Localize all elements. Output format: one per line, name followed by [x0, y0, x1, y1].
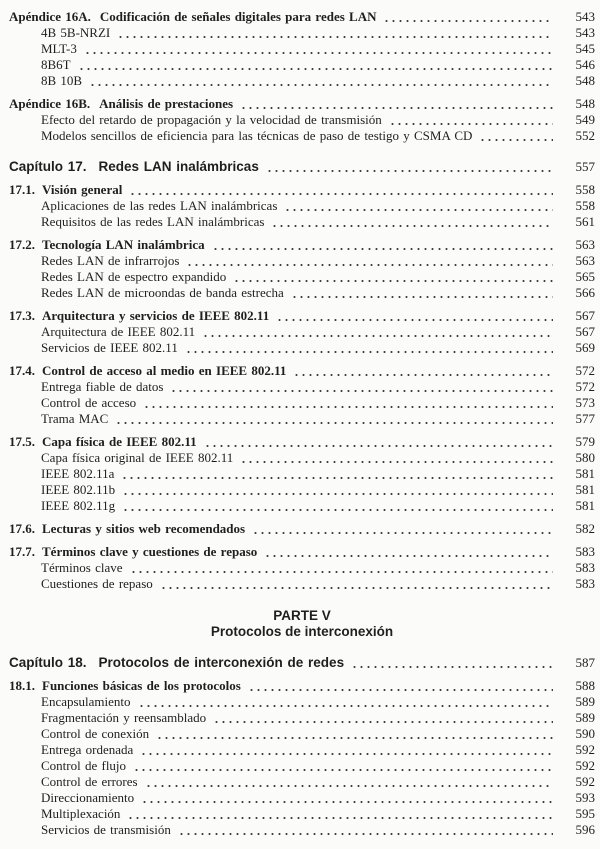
toc-entry	[9, 544, 595, 560]
toc-entry	[9, 395, 595, 411]
entry-title: Términos clave	[41, 560, 123, 575]
entry-label: 17.7.	[9, 544, 35, 559]
toc-entry	[9, 237, 595, 253]
part-title-line: Protocolos de interconexión	[210, 624, 394, 639]
toc-entry	[9, 214, 595, 230]
entry-title: Lecturas y sitios web recomendados	[42, 521, 246, 536]
dot-leader	[143, 399, 553, 411]
page-number: 592	[575, 742, 595, 757]
entry-title: Redes LAN de microondas de banda estrecha	[41, 285, 284, 300]
dot-leader	[383, 13, 553, 25]
toc-entry	[9, 758, 595, 774]
page-number: 546	[575, 57, 595, 72]
entry-label: 17.1.	[9, 182, 35, 197]
toc-entry	[9, 9, 595, 25]
entry-title: Fragmentación y reensamblado	[41, 710, 207, 725]
page-number: 583	[575, 544, 595, 559]
page-number: 567	[575, 324, 595, 339]
toc-entry	[9, 112, 595, 128]
page-number: 543	[575, 25, 595, 40]
toc-entry	[9, 560, 595, 576]
entry-label: Capítulo 17.	[9, 159, 87, 174]
entry-title: 8B6T	[41, 57, 71, 72]
entry-label: 17.4.	[9, 363, 35, 378]
entry-title: Aplicaciones de las redes LAN inalámbricas	[41, 198, 278, 213]
dot-leader	[293, 367, 553, 379]
dot-leader	[479, 132, 553, 144]
dot-leader	[115, 415, 553, 427]
dot-leader	[122, 486, 553, 498]
dot-leader	[212, 241, 553, 253]
entry-title: Requisitos de las redes LAN inalámbricas	[41, 214, 265, 229]
entry-title: IEEE 802.11g	[41, 498, 116, 513]
toc-entry	[9, 198, 595, 214]
entry-label: 17.3.	[9, 308, 35, 323]
page-number: 592	[575, 774, 595, 789]
entry-title: Codificación de señales digitales para redes LAN	[99, 9, 377, 24]
entry-title: IEEE 802.11b	[41, 482, 116, 497]
entry-title: Tecnología LAN inalámbrica	[42, 237, 205, 252]
page-number: 590	[575, 726, 595, 741]
page-number: 581	[575, 498, 595, 513]
page-number: 563	[575, 253, 595, 268]
dot-leader	[351, 659, 553, 671]
entry-title: 4B 5B-NRZI	[41, 25, 111, 40]
page-number: 566	[575, 285, 595, 300]
toc-entry	[9, 128, 595, 144]
dot-leader	[266, 163, 553, 175]
page-number: 580	[575, 450, 595, 465]
entry-title: Trama MAC	[41, 411, 109, 426]
toc-entry	[9, 73, 595, 89]
dot-leader	[133, 762, 553, 774]
page-number: 558	[575, 182, 595, 197]
dot-leader	[185, 344, 553, 356]
dot-leader	[204, 438, 553, 450]
entry-title: Análisis de prestaciones	[99, 96, 234, 111]
dot-leader	[130, 564, 554, 576]
page-number: 588	[575, 678, 595, 693]
entry-title: Entrega ordenada	[41, 742, 134, 757]
dot-leader	[271, 218, 553, 230]
page-number: 549	[575, 112, 595, 127]
entry-title: Arquitectura de IEEE 802.11	[41, 324, 196, 339]
entry-title: Modelos sencillos de eficiencia para las técnicas de paso de testigo y CSMA CD	[41, 128, 473, 143]
dot-leader	[84, 45, 553, 57]
toc-entry	[9, 363, 595, 379]
toc-entry	[9, 182, 595, 198]
dot-leader	[89, 77, 553, 89]
toc-entry	[9, 253, 595, 269]
dot-leader	[78, 61, 553, 73]
entry-title: MLT-3	[41, 41, 77, 56]
entry-title: Control de acceso	[41, 395, 137, 410]
entry-title: Redes LAN inalámbricas	[98, 159, 259, 174]
part-title-line: PARTE V	[273, 608, 331, 623]
page-number: 548	[575, 73, 595, 88]
part-divider	[9, 608, 595, 640]
dot-leader	[284, 202, 553, 214]
toc-entry	[9, 57, 595, 73]
page-number: 581	[575, 466, 595, 481]
toc-entry	[9, 41, 595, 57]
dot-leader	[389, 116, 553, 128]
page-number: 561	[575, 214, 595, 229]
page-number: 545	[575, 41, 595, 56]
dot-leader	[127, 810, 553, 822]
dot-leader	[138, 698, 553, 710]
toc-entry	[9, 822, 595, 838]
toc-entry	[9, 726, 595, 742]
toc-entry	[9, 324, 595, 340]
toc-entry	[9, 521, 595, 537]
entry-title: Capa física original de IEEE 802.11	[41, 450, 234, 465]
dot-leader	[122, 502, 553, 514]
dot-leader	[240, 454, 553, 466]
dot-leader	[252, 525, 553, 537]
toc-entry	[9, 742, 595, 758]
entry-label: Apéndice 16A.	[9, 9, 91, 24]
dot-leader	[160, 580, 553, 592]
entry-title: Efecto del retardo de propagación y la velocidad de transmisión	[41, 112, 382, 127]
page-number: 558	[575, 198, 595, 213]
dot-leader	[276, 312, 553, 324]
toc-entry	[9, 25, 595, 41]
toc-entry	[9, 466, 595, 482]
page-number: 573	[575, 395, 595, 410]
page-number: 589	[575, 694, 595, 709]
entry-title: Multiplexación	[41, 806, 121, 821]
page-number: 565	[575, 269, 595, 284]
toc-entry	[9, 308, 595, 324]
page-number: 569	[575, 340, 595, 355]
toc-entry	[9, 482, 595, 498]
dot-leader	[240, 100, 553, 112]
toc-entry	[9, 450, 595, 466]
toc-entry	[9, 498, 595, 514]
page-number: 557	[575, 159, 595, 174]
toc-entry	[9, 694, 595, 710]
entry-title: Arquitectura y servicios de IEEE 802.11	[42, 308, 270, 323]
entry-title: Redes LAN de infrarrojos	[41, 253, 180, 268]
page-number: 581	[575, 482, 595, 497]
entry-title: Servicios de transmisión	[41, 822, 171, 837]
toc-entry	[9, 576, 595, 592]
page-number: 593	[575, 790, 595, 805]
page-number: 596	[575, 822, 595, 837]
toc-entry	[9, 774, 595, 790]
toc-entry	[9, 379, 595, 395]
page-number: 552	[575, 128, 595, 143]
entry-title: Control de conexión	[41, 726, 150, 741]
entry-label: 18.1.	[9, 678, 35, 693]
page-number: 577	[575, 411, 595, 426]
dot-leader	[129, 186, 553, 198]
page-number: 587	[575, 655, 595, 670]
dot-leader	[170, 383, 553, 395]
entry-title: Términos clave y cuestiones de repaso	[42, 544, 258, 559]
toc-entry	[9, 158, 595, 175]
page-number: 579	[575, 434, 595, 449]
dot-leader	[202, 328, 553, 340]
page-number: 589	[575, 710, 595, 725]
dot-leader	[264, 548, 553, 560]
toc-entry	[9, 806, 595, 822]
entry-title: 8B 10B	[41, 73, 83, 88]
entry-title: Capa física de IEEE 802.11	[42, 434, 197, 449]
entry-title: Redes LAN de espectro expandido	[41, 269, 227, 284]
page-number: 567	[575, 308, 595, 323]
toc-list	[9, 9, 595, 838]
dot-leader	[291, 289, 553, 301]
toc-entry	[9, 654, 595, 671]
entry-title: IEEE 802.11a	[41, 466, 115, 481]
toc-entry	[9, 269, 595, 285]
dot-leader	[117, 29, 553, 41]
entry-title: Encapsulamiento	[41, 694, 131, 709]
entry-title: Cuestiones de repaso	[41, 576, 153, 591]
dot-leader	[178, 826, 553, 838]
entry-title: Direccionamiento	[41, 790, 135, 805]
entry-label: 17.2.	[9, 237, 35, 252]
dot-leader	[156, 730, 553, 742]
page-number: 583	[575, 576, 595, 591]
toc-entry	[9, 678, 595, 694]
page-number: 572	[575, 363, 595, 378]
toc-entry	[9, 710, 595, 726]
dot-leader	[140, 746, 553, 758]
entry-label: 17.6.	[9, 521, 35, 536]
toc-entry	[9, 790, 595, 806]
dot-leader	[186, 257, 553, 269]
entry-label: 17.5.	[9, 434, 35, 449]
toc-entry	[9, 434, 595, 450]
entry-title: Servicios de IEEE 802.11	[41, 340, 178, 355]
entry-title: Control de acceso al medio en IEEE 802.11	[42, 363, 287, 378]
entry-title: Entrega fiable de datos	[41, 379, 164, 394]
page-number: 548	[575, 96, 595, 111]
entry-title: Control de flujo	[41, 758, 127, 773]
toc-entry	[9, 96, 595, 112]
page-number: 583	[575, 560, 595, 575]
dot-leader	[233, 273, 553, 285]
entry-title: Control de errores	[41, 774, 138, 789]
dot-leader	[248, 682, 553, 694]
entry-title: Visión general	[42, 182, 123, 197]
dot-leader	[213, 714, 553, 726]
entry-label: Apéndice 16B.	[9, 96, 91, 111]
toc-entry	[9, 411, 595, 427]
page-number: 582	[575, 521, 595, 536]
entry-title: Funciones básicas de los protocolos	[42, 678, 241, 693]
dot-leader	[121, 470, 553, 482]
entry-title: Protocolos de interconexión de redes	[98, 655, 345, 670]
entry-label: Capítulo 18.	[9, 655, 87, 670]
dot-leader	[141, 794, 553, 806]
toc-entry	[9, 285, 595, 301]
page-number: 543	[575, 9, 595, 24]
page-number: 563	[575, 237, 595, 252]
page-number: 595	[575, 806, 595, 821]
page-number: 592	[575, 758, 595, 773]
page-number: 572	[575, 379, 595, 394]
toc-entry	[9, 340, 595, 356]
dot-leader	[145, 778, 553, 790]
